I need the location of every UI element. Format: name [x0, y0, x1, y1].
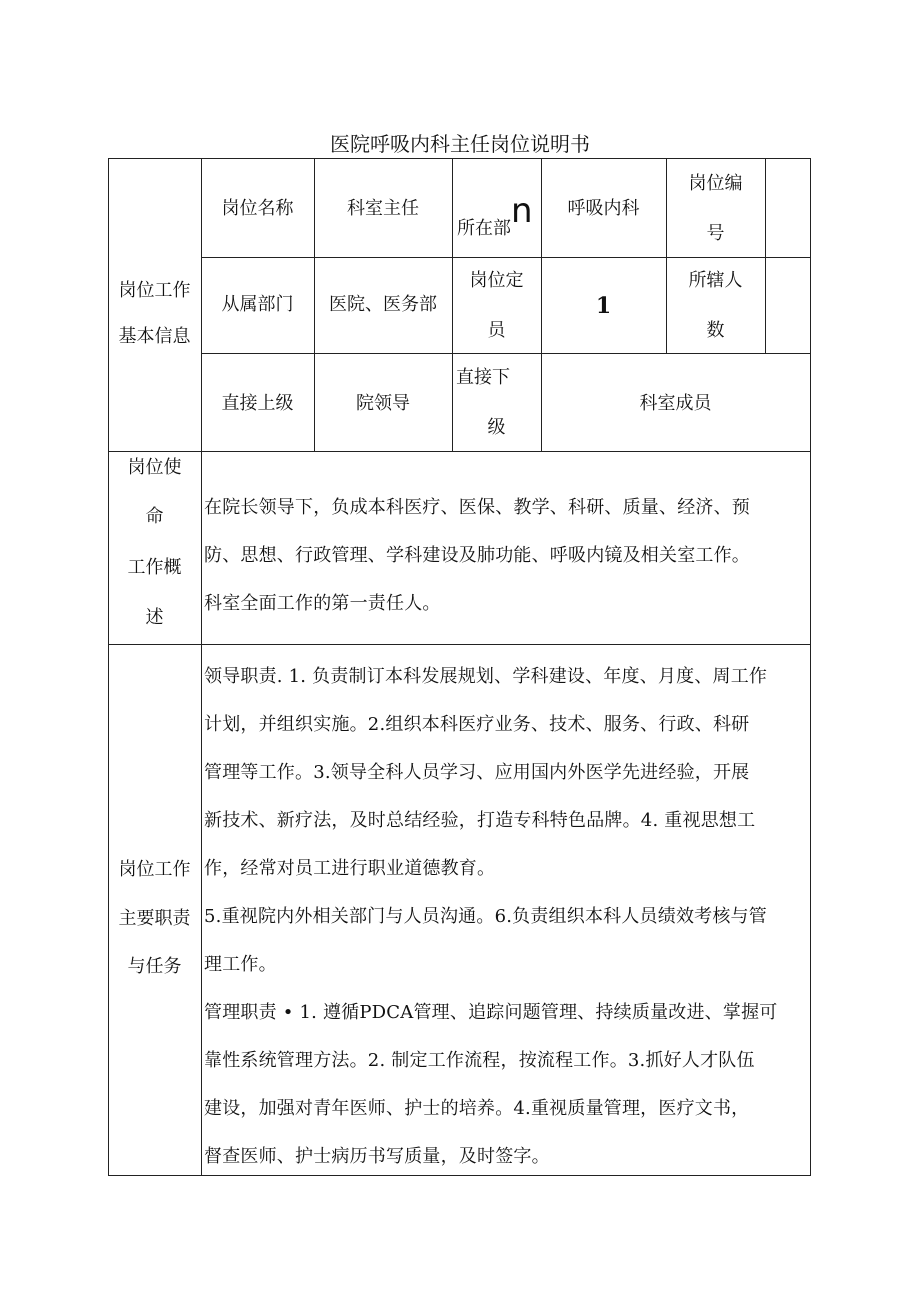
subordinates-count-label-line1: 所辖人 [688, 270, 743, 291]
superior-label: 直接上级 [221, 393, 294, 414]
dept-value: 呼吸内科 [567, 198, 640, 219]
staffing-label-line1: 岗位定 [469, 270, 524, 291]
duties-line: 新技术、新疗法，及时总结经验，打造专科特色品牌。4. 重视思想工 [204, 810, 756, 831]
duties-label-line3: 与任务 [127, 956, 182, 977]
post-no-label-line2: 号 [706, 223, 725, 244]
duties-text [204, 653, 808, 1181]
post-name-value: 科室主任 [347, 198, 419, 219]
mission-label-line4: 述 [145, 607, 164, 628]
basic-info-label-line2: 基本信息 [118, 326, 191, 347]
superior-value: 院领导 [356, 393, 410, 414]
post-no-label-line1: 岗位编 [688, 173, 743, 194]
mission-label-line1: 岗位使 [127, 457, 182, 478]
duties-line: 5.重视院内外相关部门与人员沟通。6.负责组织本科人员绩效考核与管 [204, 906, 767, 927]
duties-label-line1: 岗位工作 [118, 859, 191, 880]
duties-label-line2: 主要职责 [118, 908, 191, 929]
post-name-label: 岗位名称 [221, 198, 294, 219]
duties-line: 建设，加强对青年医师、护士的培养。4.重视质量管理，医疗文书， [204, 1098, 750, 1119]
mission-line: 防、思想、行政管理、学科建设及肺功能、呼吸内镜及相关室工作。 [204, 545, 750, 566]
subordinates-count-label-line2: 数 [706, 320, 725, 341]
mission-label-line3: 工作概 [127, 557, 182, 578]
duties-line: 领导职责. 1. 负责制订本科发展规划、学科建设、年度、月度、周工作 [204, 666, 768, 687]
staffing-value: 1 [595, 293, 612, 319]
subordinate-label-line1: 直接下 [456, 367, 510, 388]
dept-label: 所在部n [457, 191, 533, 239]
mission-line: 在院长领导下，负成本科医疗、医保、教学、科研、质量、经济、预 [204, 497, 750, 518]
duties-line: 管理职责 • 1. 遵循PDCA管理、追踪问题管理、持续质量改进、掌握可 [204, 1002, 778, 1023]
duties-line: 作，经常对员工进行职业道德教育。 [204, 858, 496, 879]
mission-line: 科室全面工作的第一责任人。 [204, 593, 441, 614]
parent-dept-value: 医院、医务部 [329, 294, 437, 315]
duties-line: 管理等工作。3.领导全科人员学习、应用国内外医学先进经验，开展 [204, 762, 750, 783]
subordinate-label-line2: 级 [487, 417, 506, 438]
duties-line: 督查医师、护士病历书写质量，及时签字。 [204, 1146, 550, 1167]
parent-dept-label: 从属部门 [221, 294, 294, 315]
mission-label-line2: 命 [145, 506, 164, 527]
duties-line: 靠性系统管理方法。2. 制定工作流程，按流程工作。3.抓好人才队伍 [204, 1050, 755, 1071]
page-title: 医院呼吸内科主任岗位说明书 [330, 132, 590, 156]
basic-info-label-line1: 岗位工作 [118, 280, 191, 301]
mission-text [204, 484, 808, 628]
staffing-label-line2: 员 [487, 320, 506, 341]
duties-line: 理工作。 [204, 954, 277, 975]
duties-line: 计划，并组织实施。2.组织本科医疗业务、技术、服务、行政、科研 [204, 714, 750, 735]
subordinate-value: 科室成员 [639, 393, 712, 414]
